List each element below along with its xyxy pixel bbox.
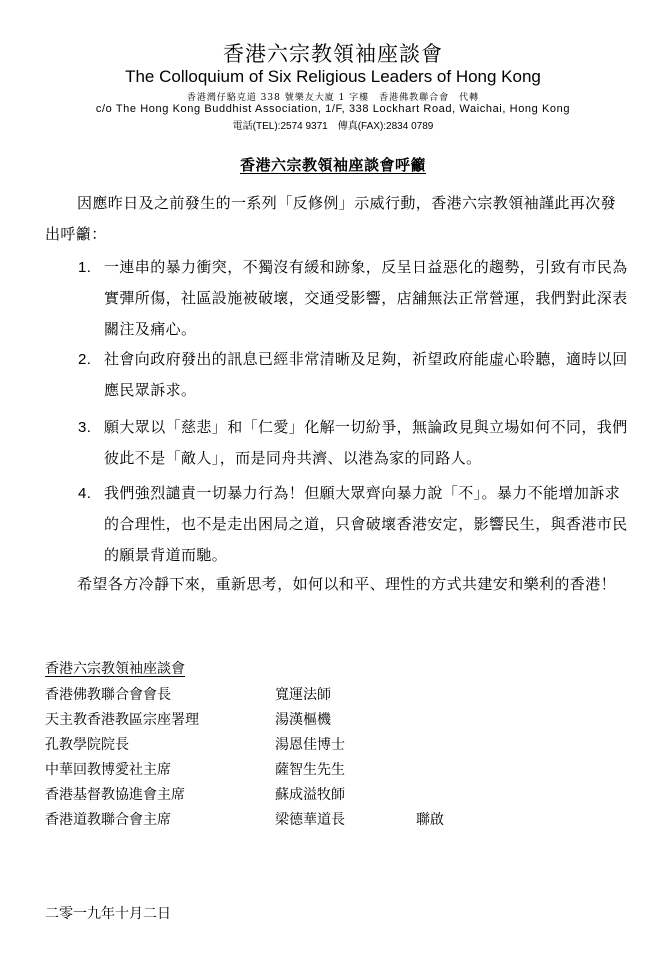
signatory-row	[45, 683, 625, 708]
signatory-role: 香港道教聯合會主席	[45, 812, 171, 828]
signatory-role: 孔教學院院長	[45, 737, 129, 753]
item-number: 2.	[78, 351, 92, 368]
item-text: 社會向政府發出的訊息已經非常清晰及足夠，祈望政府能虛心聆聽，適時以回應民眾訴求。	[104, 350, 628, 399]
item-number: 1.	[78, 259, 92, 276]
signatory-row	[45, 783, 625, 808]
signatory-role: 香港基督教協進會主席	[45, 787, 185, 803]
signatory-name: 湯恩佳博士	[275, 737, 345, 753]
signatory-role: 天主教香港教區宗座署理	[45, 712, 199, 728]
address-chinese: 香港灣仔駱克道 338 號樂友大廈 1 字樓 香港佛教聯合會 代轉	[186, 93, 480, 103]
signatory-name: 湯漢樞機	[275, 712, 331, 728]
document-date: 二零一九年十月二日	[45, 906, 171, 922]
signatory-role: 香港佛教聯合會會長	[45, 687, 171, 703]
address-english: c/o The Hong Kong Buddhist Association, 1/F, 338 Lockhart Road, Waichai, Hong Kong	[95, 103, 571, 115]
appeal-item-2	[78, 344, 628, 406]
intro-paragraph: 因應昨日及之前發生的一系列「反修例」示威行動，香港六宗教領袖謹此再次發出呼籲：	[45, 194, 617, 243]
signatory-heading: 香港六宗教領袖座談會	[45, 661, 185, 677]
signatory-name: 蘇成溢牧師	[275, 787, 345, 803]
item-text: 一連串的暴力衝突，不獨沒有緩和跡象，反呈日益惡化的趨勢，引致有市民為實彈所傷，社區設施被破壞，交通受影響，店舖無法正常營運，我們對此深表關注及痛心。	[104, 258, 628, 338]
item-number: 4.	[78, 485, 92, 502]
signatory-row	[45, 758, 625, 783]
signatory-name: 寬運法師	[275, 687, 331, 703]
contact-line: 電話(TEL):2574 9371 傳真(FAX):2834 0789	[232, 121, 434, 132]
org-name-chinese: 香港六宗教領袖座談會	[223, 42, 443, 66]
item-text: 願大眾以「慈悲」和「仁愛」化解一切紛爭，無論政見與立場如何不同，我們彼此不是「敵人」，而是同舟共濟、以港為家的同路人。	[104, 418, 628, 467]
signatory-row	[45, 808, 625, 833]
signatory-name: 梁德華道長	[275, 812, 345, 828]
appeal-item-3	[78, 412, 628, 474]
appeal-item-4	[78, 478, 628, 571]
appeal-item-1	[78, 252, 628, 345]
signatory-row	[45, 708, 625, 733]
org-name-english: The Colloquium of Six Religious Leaders of Hong Kong	[125, 67, 541, 86]
joint-signature-label: 聯啟	[416, 812, 444, 828]
item-number: 3.	[78, 419, 92, 436]
document-title	[0, 154, 666, 175]
closing-paragraph: 希望各方冷靜下來，重新思考，如何以和平、理性的方式共建安和樂利的香港！	[77, 575, 617, 593]
item-text: 我們強烈譴責一切暴力行為！但願大眾齊向暴力說「不」。暴力不能增加訴求的合理性，也不是走出困局之道，只會破壞香港安定，影響民生，與香港市民的願景背道而馳。	[104, 484, 628, 564]
signatory-name: 薩智生先生	[275, 762, 345, 778]
signatory-role: 中華回教博愛社主席	[45, 762, 171, 778]
signatory-block	[45, 656, 625, 833]
document-title-text: 香港六宗教領袖座談會呼籲	[239, 156, 426, 174]
signatory-row	[45, 733, 625, 758]
